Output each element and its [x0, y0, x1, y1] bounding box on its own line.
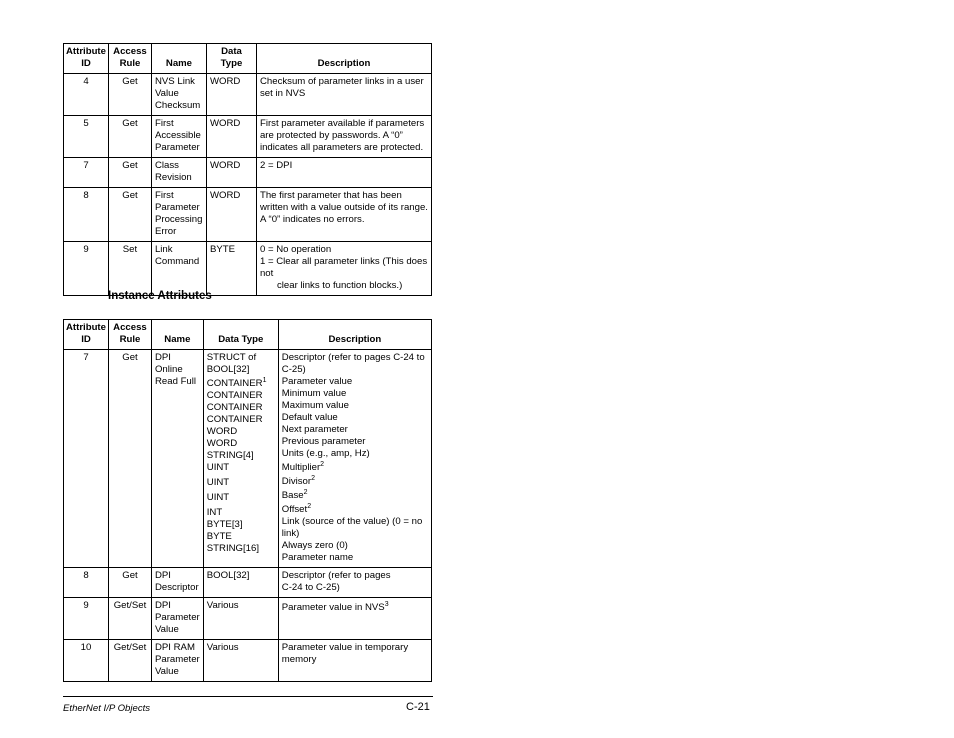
cell-data-type: BYTE	[206, 242, 256, 296]
col-header-description: Description	[278, 320, 431, 350]
cell-attribute-id: 7	[64, 158, 109, 188]
cell-description	[278, 350, 431, 568]
description-line: Offset$^2$	[281, 502, 312, 515]
cell-description: The first parameter that has been written with a value outside of its range. A “0” indicates no errors.	[256, 188, 431, 242]
cell-data-type	[203, 350, 278, 568]
description-line: Divisor$^2$	[281, 474, 315, 487]
description-line: Link (source of the value) (0 = no link)	[281, 516, 423, 539]
table-row	[64, 242, 432, 296]
table-row	[64, 116, 432, 158]
description-line: Maximum value	[281, 400, 349, 411]
description-line: Minimum value	[281, 388, 347, 399]
col-header-attribute-id: Attribute ID	[64, 44, 109, 74]
table-row	[64, 640, 432, 682]
class-attributes-table	[63, 43, 432, 296]
cell-data-type: WORD	[206, 74, 256, 116]
type-line: CONTAINER	[206, 402, 263, 413]
description-line: Previous parameter	[281, 436, 366, 447]
description-line: Always zero (0)	[281, 540, 348, 551]
table-header-row	[64, 44, 432, 74]
cell-access-rule: Get	[108, 74, 151, 116]
cell-data-type: Various	[203, 640, 278, 682]
cell-name: DPI RAM Parameter Value	[151, 640, 203, 682]
type-line: STRUCT of	[206, 352, 257, 363]
type-line: WORD	[206, 426, 238, 437]
col-header-access-rule: Access Rule	[108, 320, 151, 350]
description-line: Base$^2$	[281, 488, 308, 501]
table-header-row	[64, 320, 432, 350]
description-line: Multiplier$^2$	[281, 460, 325, 473]
col-header-access-rule: Access Rule	[108, 44, 151, 74]
type-line: CONTAINER	[206, 414, 263, 425]
table-row	[64, 568, 432, 598]
footnote-ref: 1	[262, 376, 267, 384]
cell-attribute-id: 10	[64, 640, 109, 682]
table-row	[64, 74, 432, 116]
type-line: STRING[4]	[206, 450, 254, 461]
type-line: UINT	[206, 477, 230, 488]
cell-access-rule: Get	[108, 568, 151, 598]
table-row	[64, 598, 432, 640]
cell-data-type: WORD	[206, 188, 256, 242]
cell-description: Descriptor (refer to pages C-24 to C-25)	[278, 568, 431, 598]
instance-attributes-table	[63, 319, 432, 682]
cell-description: 2 = DPI	[256, 158, 431, 188]
col-header-name: Name	[151, 44, 206, 74]
cell-access-rule: Get/Set	[108, 640, 151, 682]
footer-section-title: EtherNet I/P Objects	[63, 703, 151, 714]
cell-data-type: WORD	[206, 116, 256, 158]
cell-access-rule: Get	[108, 158, 151, 188]
cell-access-rule: Get/Set	[108, 598, 151, 640]
footer-divider	[63, 696, 433, 697]
description-line: C-25)	[281, 364, 306, 375]
cell-description: First parameter available if parameters are protected by passwords. A “0” indicates all parameters are protected.	[256, 116, 431, 158]
col-header-attribute-id: Attribute ID	[64, 320, 109, 350]
cell-access-rule: Set	[108, 242, 151, 296]
cell-attribute-id: 4	[64, 74, 109, 116]
description-line: Parameter value	[281, 376, 353, 387]
cell-description: Parameter value in NVS$^3$	[278, 598, 431, 640]
footnote-ref: 3	[384, 600, 389, 608]
cell-description	[256, 242, 431, 296]
col-header-data-type: Data Type	[203, 320, 278, 350]
description-line: clear links to function blocks.)	[276, 280, 403, 291]
description-line: Units (e.g., amp, Hz)	[281, 448, 370, 459]
table-row	[64, 188, 432, 242]
cell-name: DPI Descriptor	[151, 568, 203, 598]
type-line: STRING[16]	[206, 543, 260, 554]
page-number: C-21	[406, 701, 430, 713]
cell-attribute-id: 7	[64, 350, 109, 568]
cell-attribute-id: 5	[64, 116, 109, 158]
type-line: BYTE[3]	[206, 519, 243, 530]
cell-name: Link Command	[151, 242, 206, 296]
table-row	[64, 350, 432, 568]
col-header-data-type: Data Type	[206, 44, 256, 74]
section-heading: Instance Attributes	[108, 290, 212, 302]
cell-name: DPI Online Read Full	[151, 350, 203, 568]
type-line: BOOL[32]	[206, 364, 250, 375]
cell-name: DPI Parameter Value	[151, 598, 203, 640]
footnote-ref: 2	[303, 488, 308, 496]
cell-data-type: WORD	[206, 158, 256, 188]
cell-data-type: BOOL[32]	[203, 568, 278, 598]
description-line: Next parameter	[281, 424, 348, 435]
table-row	[64, 158, 432, 188]
type-line: CONTAINER$^1$	[206, 376, 267, 389]
type-line: UINT	[206, 492, 230, 503]
type-line: WORD	[206, 438, 238, 449]
description-line: 0 = No operation	[259, 244, 332, 255]
type-line: BYTE	[206, 531, 232, 542]
type-line: INT	[206, 507, 223, 518]
footnote-ref: 2	[320, 460, 325, 468]
cell-attribute-id: 8	[64, 568, 109, 598]
cell-description: Parameter value in temporary memory	[278, 640, 431, 682]
description-line: Descriptor (refer to pages C-24 to	[281, 352, 425, 363]
footnote-ref: 2	[311, 474, 315, 482]
col-header-description: Description	[256, 44, 431, 74]
description-line: Default value	[281, 412, 338, 423]
cell-data-type: Various	[203, 598, 278, 640]
cell-name: Class Revision	[151, 158, 206, 188]
type-line: UINT	[206, 462, 230, 473]
cell-name: First Parameter Processing Error	[151, 188, 206, 242]
cell-name: NVS Link Value Checksum	[151, 74, 206, 116]
description-line: Parameter name	[281, 552, 354, 563]
cell-access-rule: Get	[108, 116, 151, 158]
col-header-name: Name	[151, 320, 203, 350]
cell-attribute-id: 9	[64, 242, 109, 296]
footnote-ref: 2	[307, 502, 312, 510]
cell-access-rule: Get	[108, 188, 151, 242]
type-line: CONTAINER	[206, 390, 263, 401]
cell-attribute-id: 9	[64, 598, 109, 640]
description-line: 1 = Clear all parameter links (This does not	[259, 256, 428, 279]
cell-name: First Accessible Parameter	[151, 116, 206, 158]
cell-access-rule: Get	[108, 350, 151, 568]
cell-attribute-id: 8	[64, 188, 109, 242]
cell-description: Checksum of parameter links in a user set in NVS	[256, 74, 431, 116]
